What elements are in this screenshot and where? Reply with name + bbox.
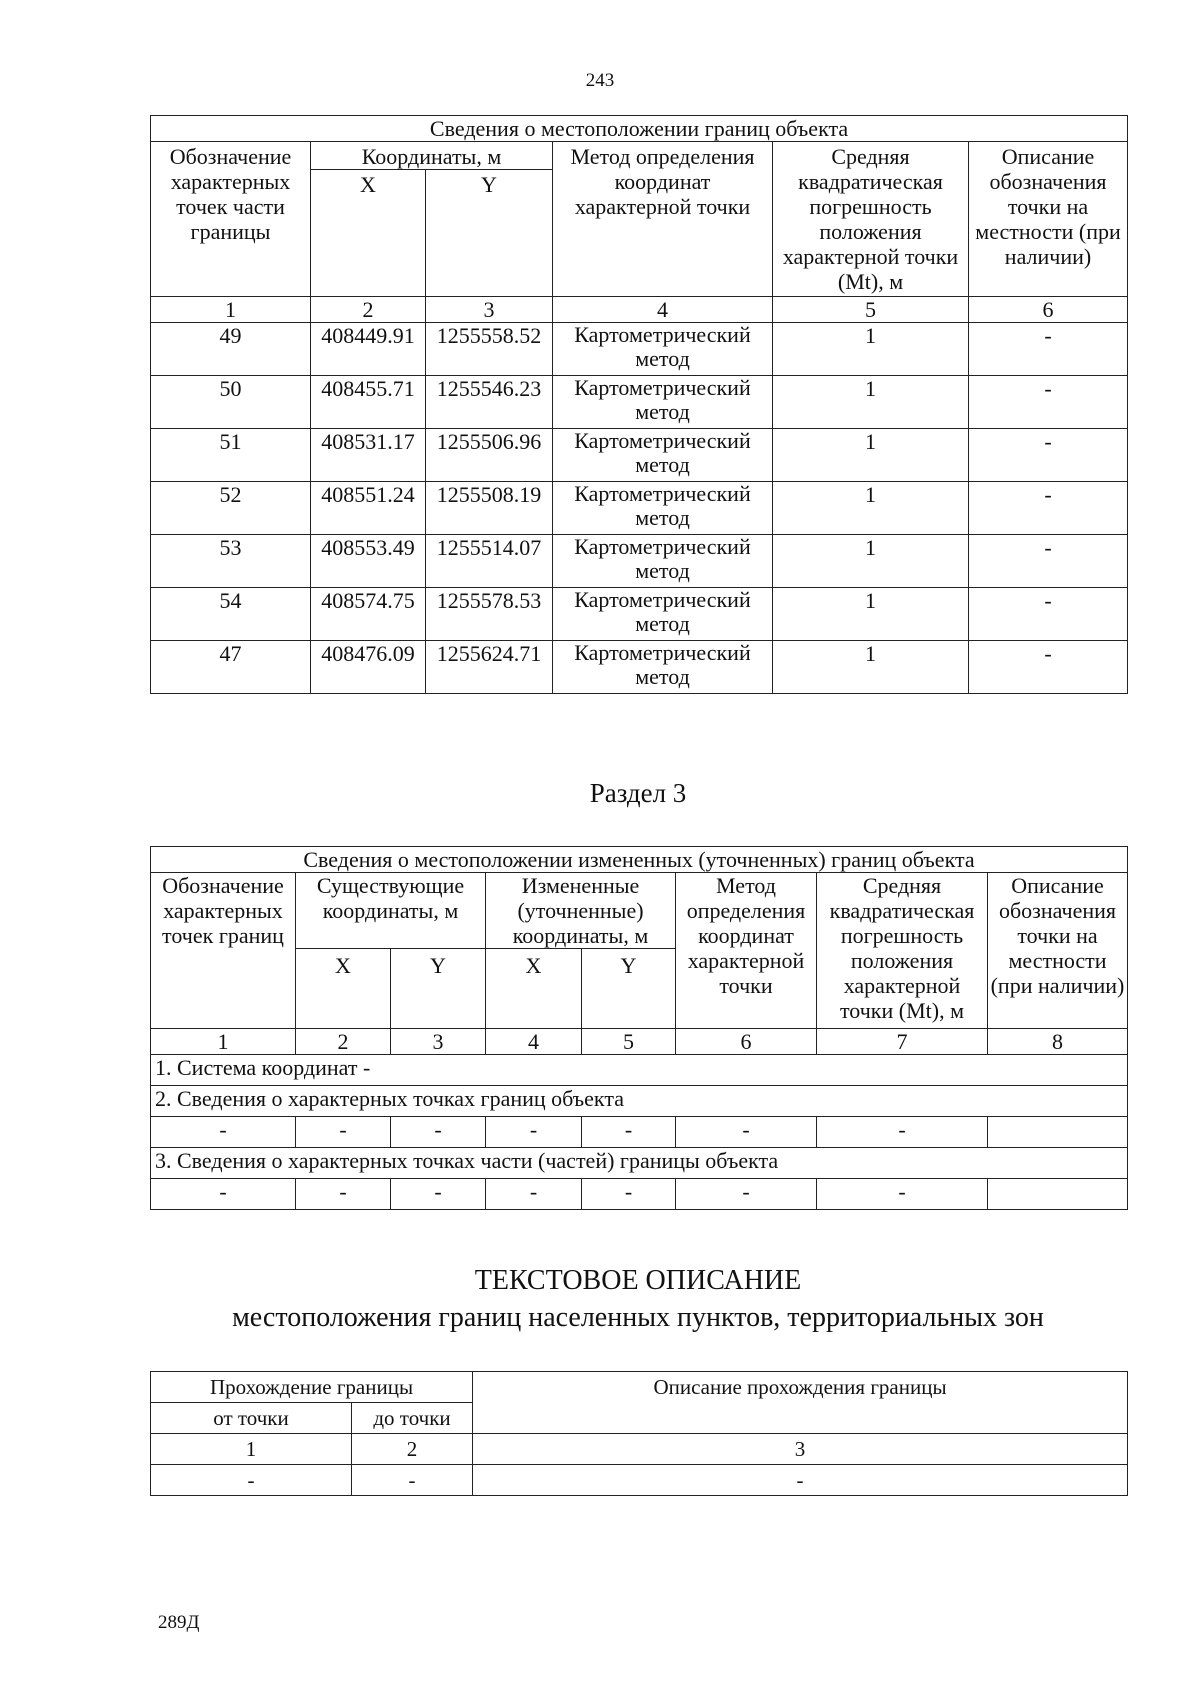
method: Картометрический метод: [553, 482, 773, 535]
column-number: 6: [676, 1029, 817, 1055]
error: 1: [773, 376, 969, 429]
table-row: [151, 535, 1128, 588]
dash-cell: -: [391, 1117, 486, 1148]
method: Картометрический метод: [553, 429, 773, 482]
boundary-points-row: 2. Сведения о характерных точках границ объекта: [151, 1086, 1128, 1117]
description: -: [969, 482, 1128, 535]
column-number: 2: [311, 297, 426, 323]
column-number: 2: [352, 1434, 473, 1465]
coord-x: 408531.17: [311, 429, 426, 482]
boundary-passage-table: [150, 1371, 1128, 1496]
coord-x: 408574.75: [311, 588, 426, 641]
table-row: [151, 588, 1128, 641]
description: -: [969, 376, 1128, 429]
column-number: 8: [988, 1029, 1128, 1055]
column-number: 1: [151, 297, 311, 323]
dash-cell: -: [473, 1465, 1128, 1496]
boundary-location-table: [150, 115, 1128, 694]
coord-y: 1255508.19: [426, 482, 553, 535]
header-passage: Прохождение границы: [151, 1372, 473, 1403]
column-number: 3: [426, 297, 553, 323]
point-id: 51: [151, 429, 311, 482]
header-designation: Обозначение характерных точек части границы: [151, 142, 311, 297]
header-existing-x: X: [296, 949, 391, 1029]
header-from-point: от точки: [151, 1403, 352, 1434]
header-to-point: до точки: [352, 1403, 473, 1434]
column-number: 4: [486, 1029, 582, 1055]
error: 1: [773, 641, 969, 694]
table-row: [151, 323, 1128, 376]
error: 1: [773, 588, 969, 641]
section-title: Раздел 3: [589, 778, 687, 808]
header-existing-y: Y: [391, 949, 486, 1029]
header-error: Средняя квадратическая погрешность положения характерной точки (Mt), м: [817, 873, 988, 1029]
text-description-title: ТЕКСТОВОЕ ОПИСАНИЕ: [474, 1265, 802, 1296]
coord-x: 408551.24: [311, 482, 426, 535]
header-x: X: [311, 170, 426, 297]
header-description: Описание обозначения точки на местности (при наличии): [969, 142, 1128, 297]
point-id: 54: [151, 588, 311, 641]
dash-cell: -: [151, 1117, 296, 1148]
dash-cell: -: [352, 1465, 473, 1496]
description: -: [969, 535, 1128, 588]
coord-y: 1255558.52: [426, 323, 553, 376]
empty-cell: [988, 1117, 1128, 1148]
point-id: 50: [151, 376, 311, 429]
dash-cell: -: [486, 1179, 582, 1210]
column-number: 5: [773, 297, 969, 323]
error: 1: [773, 535, 969, 588]
header-method: Метод определения координат характерной точки: [553, 142, 773, 297]
coord-y: 1255514.07: [426, 535, 553, 588]
boundary-part-points-row: 3. Сведения о характерных точках части (частей) границы объекта: [151, 1148, 1128, 1179]
dash-cell: -: [817, 1117, 988, 1148]
changed-boundary-table: [150, 846, 1128, 1210]
column-number: 4: [553, 297, 773, 323]
column-number: 1: [151, 1029, 296, 1055]
method: Картометрический метод: [553, 588, 773, 641]
text-description-subtitle: местоположения границ населенных пунктов, территориальных зон: [232, 1302, 1044, 1333]
header-method: Метод определения координат характерной точки: [676, 873, 817, 1029]
table-row: [151, 482, 1128, 535]
description: -: [969, 641, 1128, 694]
header-passage-description: Описание прохождения границы: [473, 1372, 1128, 1434]
error: 1: [773, 482, 969, 535]
table-row: [151, 376, 1128, 429]
method: Картометрический метод: [553, 323, 773, 376]
description: -: [969, 323, 1128, 376]
column-number: 3: [391, 1029, 486, 1055]
header-designation: Обозначение характерных точек границ: [151, 873, 296, 1029]
description: -: [969, 429, 1128, 482]
dash-cell: -: [817, 1179, 988, 1210]
point-id: 52: [151, 482, 311, 535]
dash-cell: -: [151, 1465, 352, 1496]
table-row: [151, 1179, 1128, 1210]
coord-y: 1255546.23: [426, 376, 553, 429]
coord-x: 408476.09: [311, 641, 426, 694]
dash-cell: -: [151, 1179, 296, 1210]
page-number: 243: [585, 70, 615, 91]
coord-y: 1255578.53: [426, 588, 553, 641]
column-numbers-row: [151, 1434, 1128, 1465]
column-number: 2: [296, 1029, 391, 1055]
description: -: [969, 588, 1128, 641]
table-row: [151, 1117, 1128, 1148]
dash-cell: -: [296, 1117, 391, 1148]
method: Картометрический метод: [553, 641, 773, 694]
column-number: 5: [582, 1029, 676, 1055]
point-id: 53: [151, 535, 311, 588]
footer-code: 289Д: [158, 1612, 200, 1633]
header-changed-x: X: [486, 949, 582, 1029]
dash-cell: -: [486, 1117, 582, 1148]
header-y: Y: [426, 170, 553, 297]
dash-cell: -: [676, 1117, 817, 1148]
table-row: [151, 429, 1128, 482]
dash-cell: -: [582, 1117, 676, 1148]
column-numbers-row: [151, 1029, 1128, 1055]
header-changed-coordinates: Измененные (уточненные) координаты, м: [486, 873, 676, 949]
error: 1: [773, 323, 969, 376]
column-numbers-row: [151, 297, 1128, 323]
dash-cell: -: [676, 1179, 817, 1210]
coord-x: 408455.71: [311, 376, 426, 429]
column-number: 7: [817, 1029, 988, 1055]
table-caption: Сведения о местоположении границ объекта: [151, 116, 1128, 142]
point-id: 47: [151, 641, 311, 694]
column-number: 1: [151, 1434, 352, 1465]
dash-cell: -: [296, 1179, 391, 1210]
method: Картометрический метод: [553, 535, 773, 588]
error: 1: [773, 429, 969, 482]
column-number: 3: [473, 1434, 1128, 1465]
dash-cell: -: [391, 1179, 486, 1210]
header-coordinates: Координаты, м: [311, 142, 553, 170]
coord-y: 1255624.71: [426, 641, 553, 694]
header-error: Средняя квадратическая погрешность положения характерной точки (Mt), м: [773, 142, 969, 297]
table-row: [151, 641, 1128, 694]
coord-x: 408553.49: [311, 535, 426, 588]
header-existing-coordinates: Существующие координаты, м: [296, 873, 486, 949]
column-number: 6: [969, 297, 1128, 323]
empty-cell: [988, 1179, 1128, 1210]
table-caption: Сведения о местоположении измененных (уточненных) границ объекта: [151, 847, 1128, 873]
coord-y: 1255506.96: [426, 429, 553, 482]
header-description: Описание обозначения точки на местности (при наличии): [988, 873, 1128, 1029]
dash-cell: -: [582, 1179, 676, 1210]
point-id: 49: [151, 323, 311, 376]
table-row: [151, 1465, 1128, 1496]
method: Картометрический метод: [553, 376, 773, 429]
header-changed-y: Y: [582, 949, 676, 1029]
coordinate-system-row: 1. Система координат -: [151, 1055, 1128, 1086]
coord-x: 408449.91: [311, 323, 426, 376]
